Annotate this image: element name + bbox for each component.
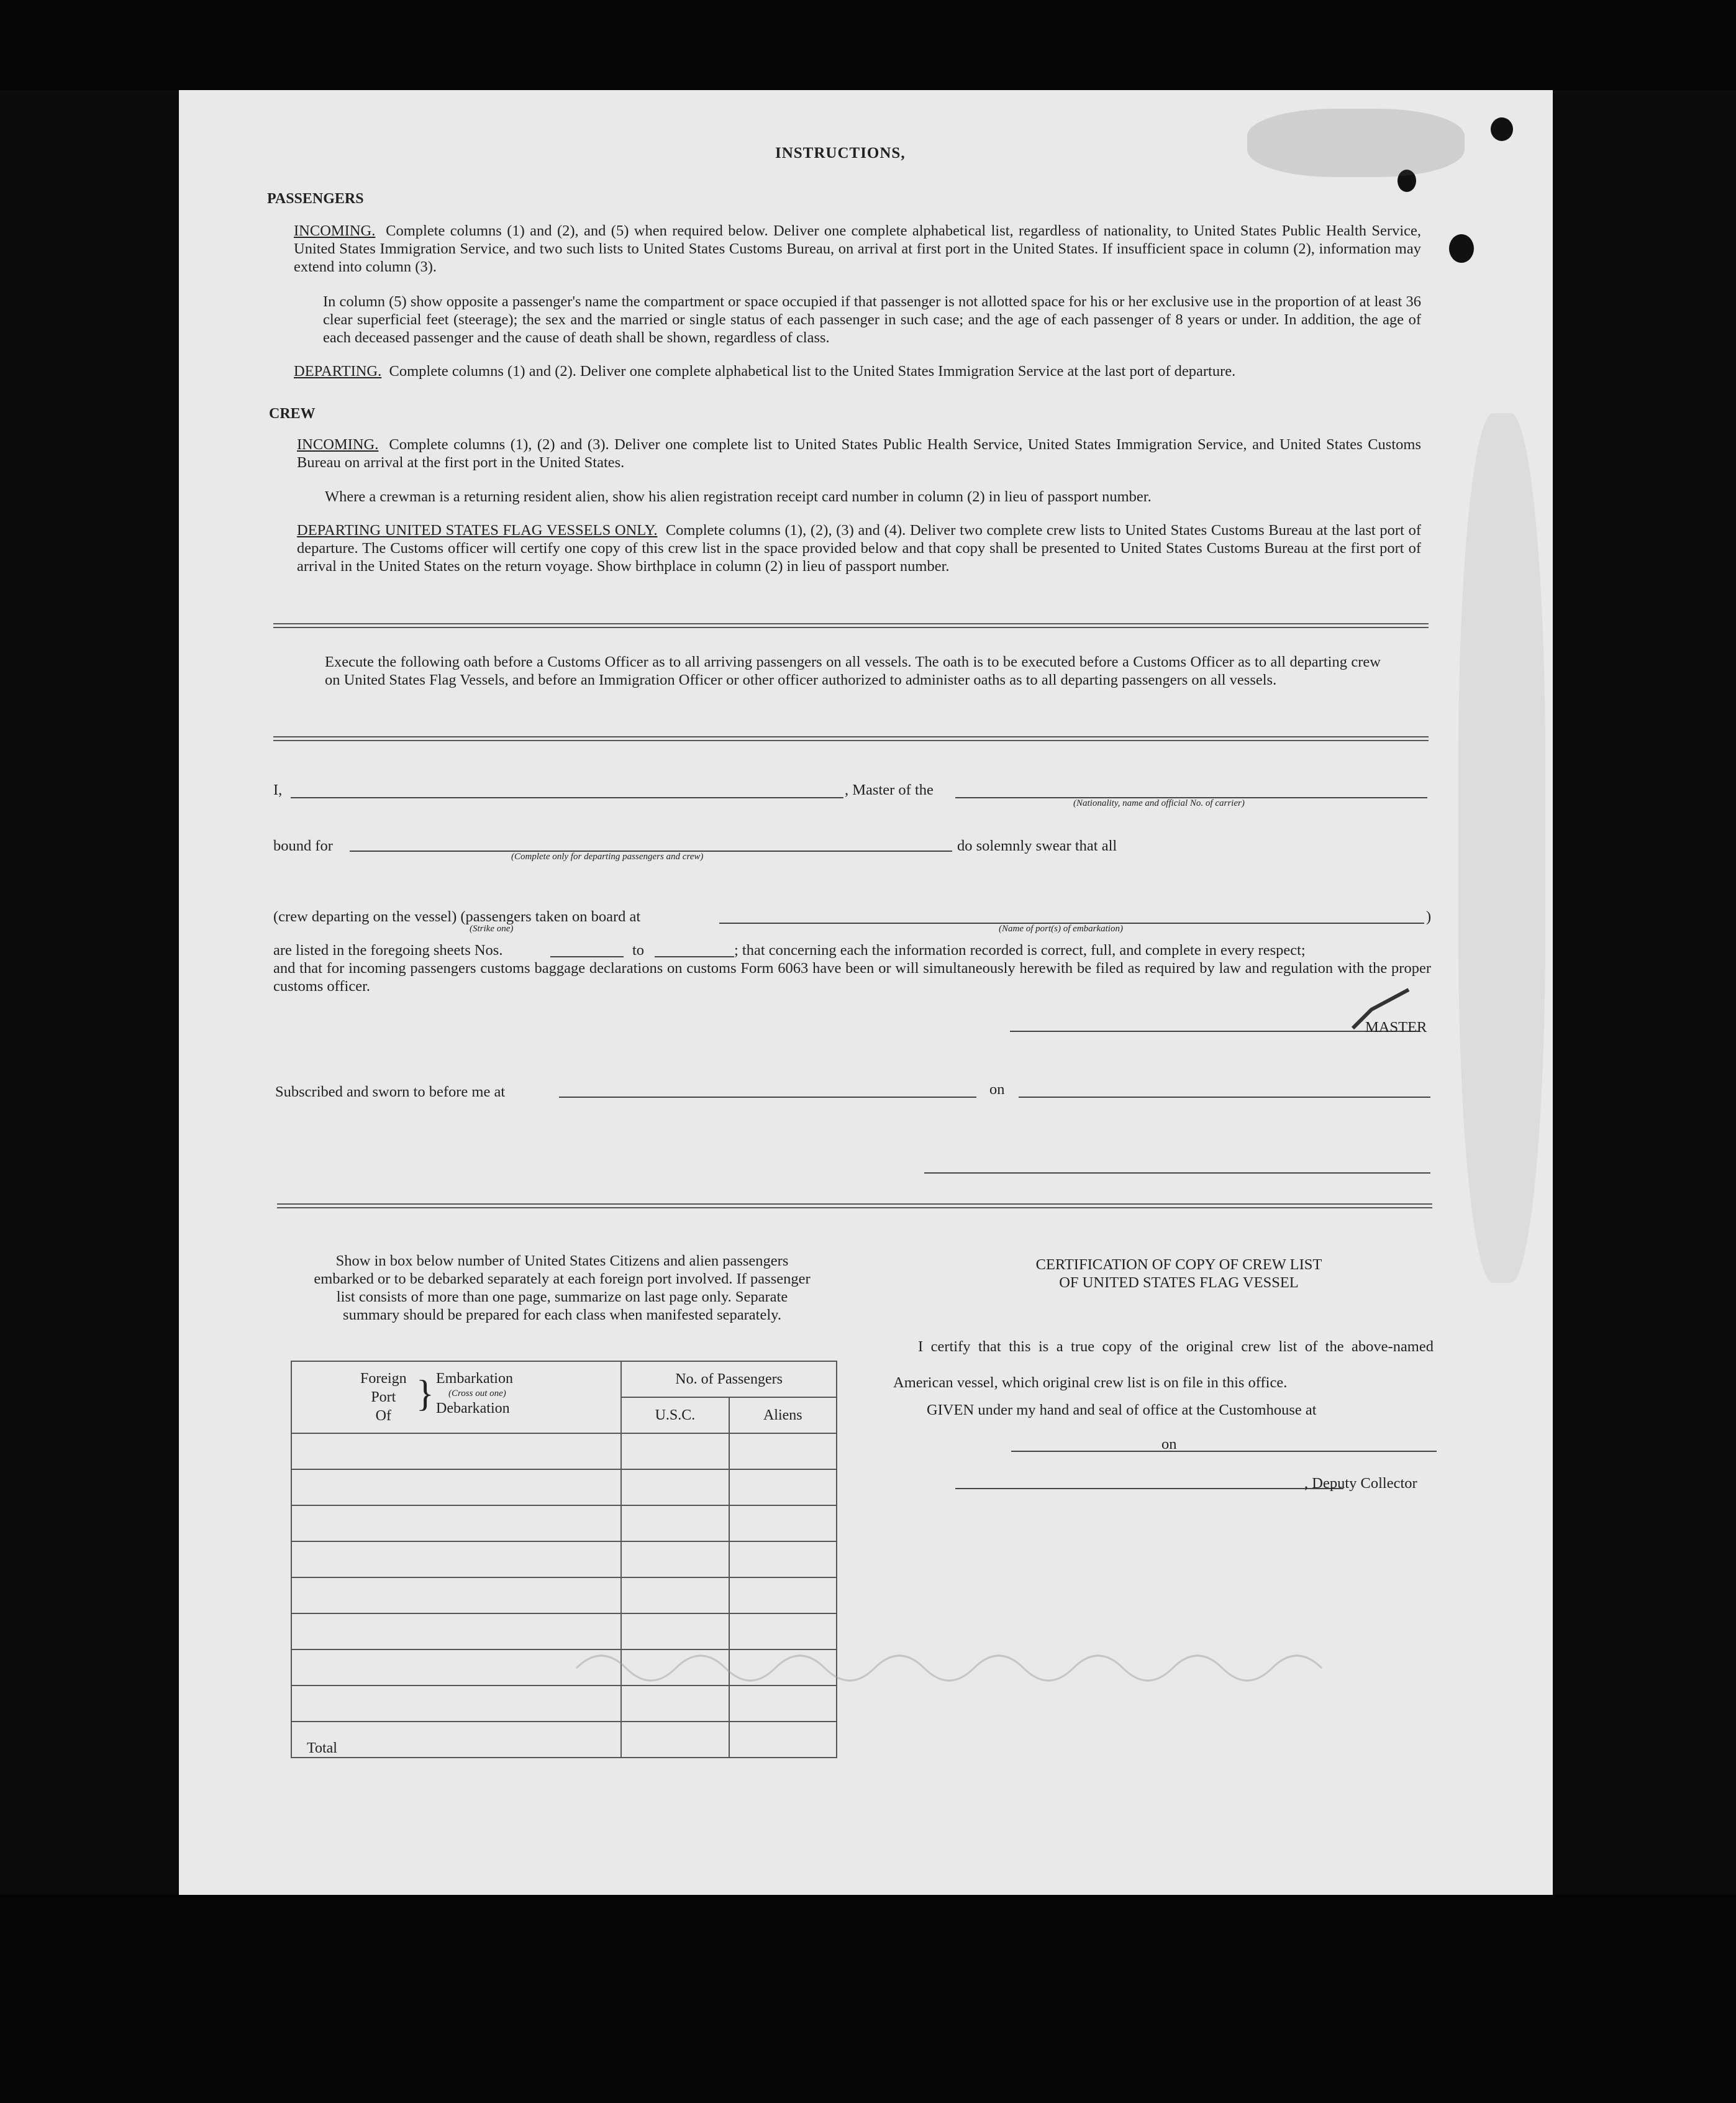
total-row[interactable] xyxy=(291,1722,837,1758)
port-header-cell xyxy=(291,1361,621,1433)
master-name-field[interactable] xyxy=(291,797,843,798)
summary-instructions: Show in box below number of United States Citizens and alien passengers embarked or to be debarked separately at each foreign port involved. If passenger list consists of more than one page, summarize on last page only. Separate summary should be prepared for each class when manifested separately. xyxy=(314,1252,811,1323)
port-label: Port xyxy=(371,1389,396,1405)
certification-on-label: on xyxy=(1161,1436,1177,1453)
certification-statement: I certify that this is a true copy of the original crew list of the above-named American vessel, which original crew list is on file in this office. xyxy=(893,1338,1434,1391)
crew-heading: CREW xyxy=(269,406,316,422)
crew-incoming-label: INCOMING. xyxy=(297,436,379,453)
total-label: Total xyxy=(291,1722,621,1758)
sheet-from-field[interactable] xyxy=(550,956,624,957)
passengers-heading: PASSENGERS xyxy=(267,191,364,207)
master-label: MASTER xyxy=(1365,1019,1427,1036)
embarkation-option[interactable]: Embarkation xyxy=(436,1371,513,1387)
sworn-on-label: on xyxy=(989,1081,1005,1098)
swear-label: do solemnly swear that all xyxy=(957,837,1117,854)
certification-title xyxy=(893,1256,1465,1292)
bleed-through-handwriting xyxy=(564,1631,1496,1705)
crew-departing xyxy=(297,521,1421,575)
crew-departing-label: DEPARTING UNITED STATES FLAG VESSELS ONLY. xyxy=(297,522,658,539)
certification-title-line1: CERTIFICATION OF COPY OF CREW LIST xyxy=(1035,1256,1322,1273)
divider xyxy=(273,623,1429,628)
strike-one-note: (Strike one) xyxy=(470,924,514,934)
table-row[interactable] xyxy=(291,1541,837,1577)
subscribed-label: Subscribed and sworn to before me at xyxy=(275,1083,506,1100)
listed-correct-text: ; that concerning each the information recorded is correct, full, and complete in every respect; xyxy=(734,942,1306,959)
listed-baggage-text: and that for incoming passengers customs baggage declarations on customs Form 6063 have been or will simultaneously herewith be filed as required by law and regulation with the proper customs officer. xyxy=(273,960,1431,995)
table-row[interactable] xyxy=(291,1505,837,1541)
page-title: INSTRUCTIONS, xyxy=(775,145,906,162)
departing-text: Complete columns (1) and (2). Deliver one complete alphabetical list to the United States Immigration Service at the last port of departure. xyxy=(389,363,1236,380)
table-row[interactable] xyxy=(291,1577,837,1613)
ports-note: (Name of port(s) of embarkation) xyxy=(999,924,1123,934)
crew-departing-text: Complete columns (1), (2), (3) and (4). Deliver two complete crew lists to United States Customs Bureau at the last port of departure. The Customs officer will certify one copy of this crew list in the space provided below and that copy shall be presented to United States Customs Bureau at the first port of arrival in the United States on the return voyage. Show birthplace in column (2) in lieu of passport number. xyxy=(297,522,1421,575)
bottom-border xyxy=(0,1895,1736,2103)
top-border xyxy=(0,0,1736,90)
listed-sheets-label: are listed in the foregoing sheets Nos. xyxy=(273,942,503,959)
ink-blot xyxy=(1491,117,1513,141)
officer-signature-field[interactable] xyxy=(924,1172,1430,1174)
crew-departing-clause: (crew departing on the vessel) (passengers taken on board at xyxy=(273,908,641,925)
usc-header: U.S.C. xyxy=(621,1397,729,1433)
deputy-collector-label: , Deputy Collector xyxy=(1304,1475,1417,1492)
bound-for-note: (Complete only for departing passengers and crew) xyxy=(511,852,704,862)
table-row[interactable] xyxy=(291,1433,837,1469)
table-row[interactable] xyxy=(291,1469,837,1505)
sworn-date-field[interactable] xyxy=(1019,1097,1430,1098)
certification-date-field[interactable] xyxy=(1185,1451,1437,1452)
certification-title-line2: OF UNITED STATES FLAG VESSEL xyxy=(1059,1274,1299,1291)
passengers-incoming xyxy=(294,222,1421,276)
crew-resident-alien: Where a crewman is a returning resident alien, show his alien registration receipt card number in column (2) in lieu of passport number. xyxy=(325,488,1152,505)
close-paren: ) xyxy=(1426,908,1432,925)
passengers-departing xyxy=(294,362,1430,380)
debarkation-option[interactable]: Debarkation xyxy=(436,1400,510,1416)
listed-to-label: to xyxy=(632,942,645,959)
brace-glyph: } xyxy=(416,1373,434,1414)
carrier-note: (Nationality, name and official No. of carrier) xyxy=(1073,798,1245,808)
given-label: GIVEN under my hand and seal of office at the Customhouse at xyxy=(927,1402,1317,1418)
oath-i-label: I, xyxy=(273,782,283,798)
incoming-text: Complete columns (1) and (2), and (5) when required below. Deliver one complete alphabetical list, regardless of nationality, to United States Public Health Service, United States Immigration Service, and two such lists to United States Customs Bureau, on arrival at first port in the United States. If insufficient space in column (2), information may extend into column (3). xyxy=(294,222,1422,275)
foreign-label: Foreign xyxy=(360,1371,407,1387)
incoming-label: INCOMING. xyxy=(294,222,376,239)
of-label: Of xyxy=(375,1408,391,1424)
oath-intro: Execute the following oath before a Customs Officer as to all arriving passengers on all vessels. The oath is to be executed before a Customs Officer as to all departing crew on United States Flag Vessels, and before an Immigration Officer or other officer authorized to administer oaths as to all departing passengers on all vessels. xyxy=(325,654,1381,688)
bound-for-label: bound for xyxy=(273,837,333,854)
bleed-through-numbers xyxy=(1458,413,1545,1283)
crew-incoming-text: Complete columns (1), (2) and (3). Deliver one complete list to United States Public Health Service, United States Immigration Service, and United States Customs Bureau on arrival at the first port in the United States. xyxy=(297,436,1421,471)
form-sheet xyxy=(179,90,1553,1895)
column5-instruction: In column (5) show opposite a passenger's name the compartment or space occupied if that passenger is not allotted space for his or her exclusive use in the proportion of at least 36 clear superficial feet (steerage); the sex and the married or single status of each passenger in such case; and the age of each passenger of 8 years or under. In addition, the age of each deceased passenger and the cause of death shall be shown, regardless of class. xyxy=(323,293,1421,346)
no-passengers-header: No. of Passengers xyxy=(621,1361,837,1397)
cross-out-note: (Cross out one) xyxy=(448,1389,506,1398)
sheet-to-field[interactable] xyxy=(655,956,734,957)
departing-label: DEPARTING. xyxy=(294,363,382,380)
divider xyxy=(277,1203,1432,1208)
master-of-label: , Master of the xyxy=(845,782,934,798)
divider xyxy=(273,736,1429,741)
ink-blot xyxy=(1449,234,1474,263)
bleed-through-stamp xyxy=(1247,109,1465,177)
sworn-place-field[interactable] xyxy=(559,1097,976,1098)
deputy-signature-field[interactable] xyxy=(955,1488,1343,1489)
crew-incoming xyxy=(297,436,1421,472)
aliens-header: Aliens xyxy=(729,1397,837,1433)
